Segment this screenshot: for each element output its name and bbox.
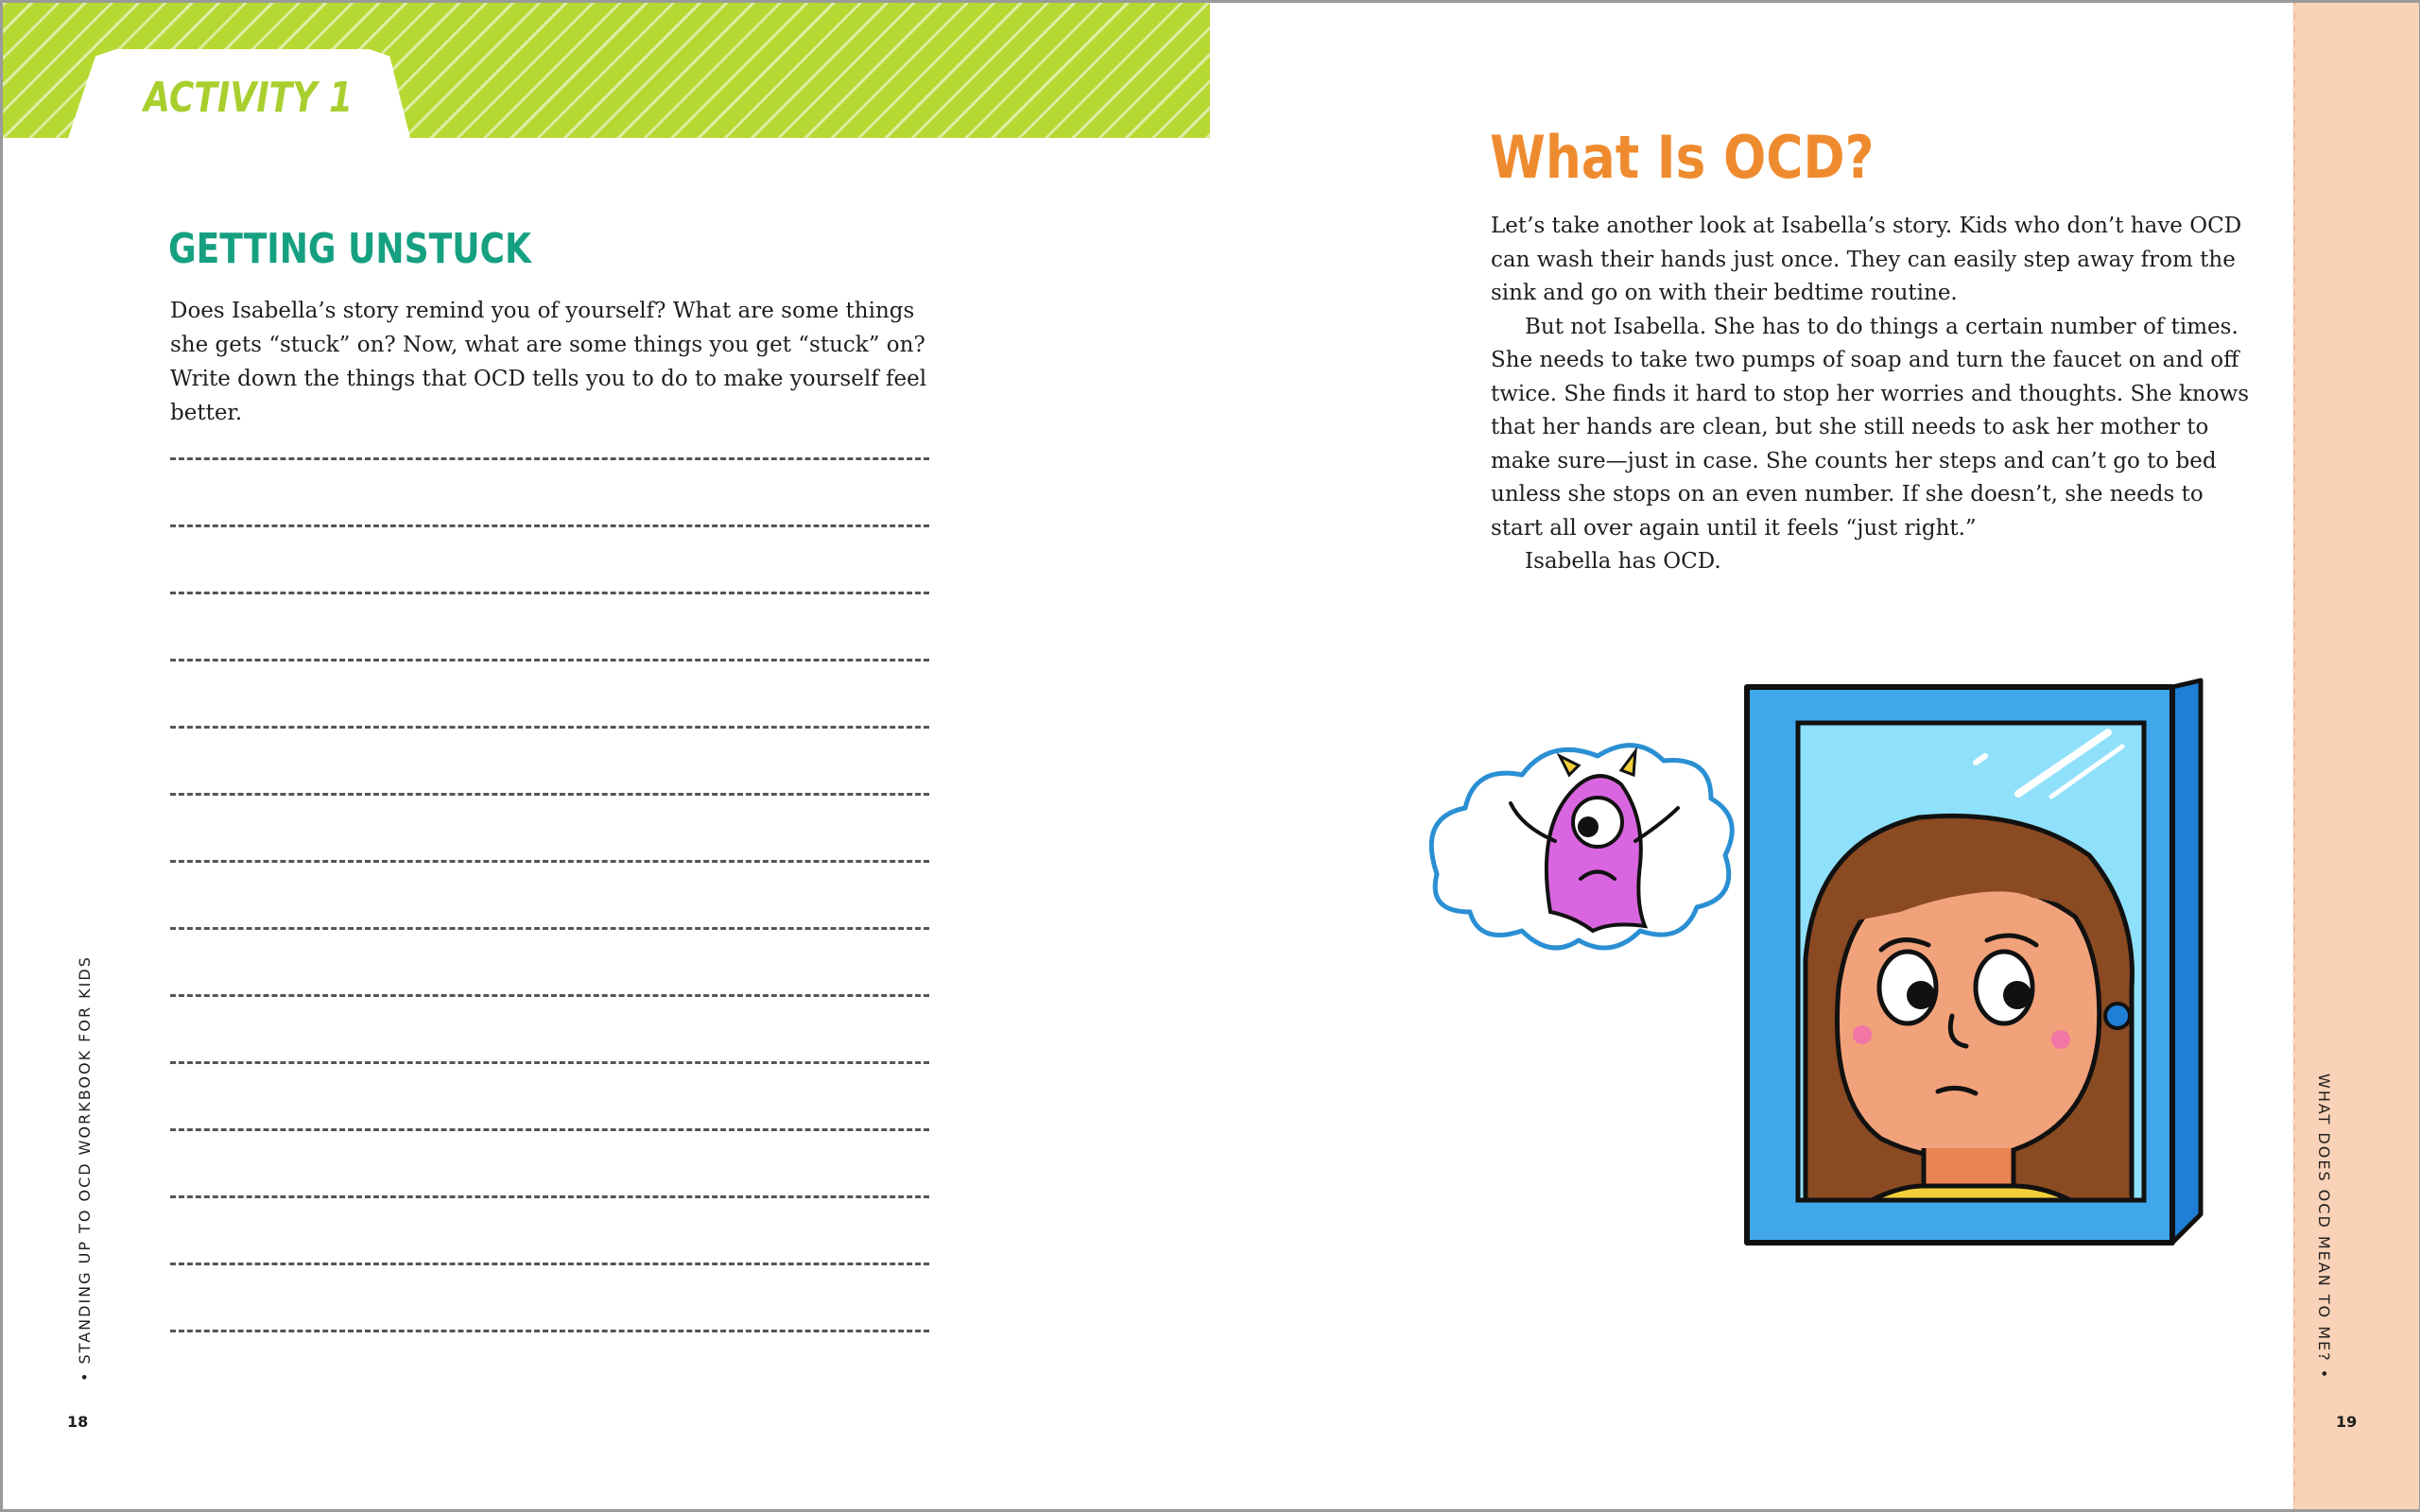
writing-line[interactable] — [170, 1198, 929, 1265]
page-edge-scallop — [2286, 3, 2299, 1509]
story-text — [1491, 210, 2256, 579]
activity-instructions: Does Isabella’s story remind you of yourself? What are some things she gets “stuck” on? Now, what are some things you get “stuck” on? Write down the things that OCD tells you to do to make yourself feel better. — [170, 299, 927, 425]
story-paragraph: Let’s take another look at Isabella’s story. Kids who don’t have OCD can wash their hands just once. They can easily step away from the sink and go on with their bedtime routine. — [1491, 214, 2242, 305]
page-number-left: 18 — [67, 1413, 89, 1431]
story-paragraph: Isabella has OCD. — [1525, 549, 1721, 574]
writing-lines[interactable] — [170, 457, 929, 1332]
page-title: What Is OCD? — [1490, 123, 1875, 192]
story-paragraph: But not Isabella. She has to do things a certain number of times. She needs to take two pumps of soap and turn the faucet on and off twice. She finds it hard to stop her worries and thoughts. She knows that her hands are clean, but she still needs to ask her mother to make sure—just in case. She counts her steps and can’t go to bed unless she stops on an even number. If she doesn’t, she needs to start all over again until it feels “just right.” — [1491, 314, 2250, 541]
page-edge-tab — [2293, 3, 2419, 1509]
illustration — [1409, 676, 2212, 1262]
writing-line[interactable] — [170, 930, 929, 997]
girl-icon — [1806, 816, 2132, 1200]
writing-line[interactable] — [170, 527, 929, 594]
page-number-right: 19 — [2336, 1413, 2358, 1431]
writing-line[interactable] — [170, 997, 929, 1064]
writing-line[interactable] — [170, 796, 929, 863]
writing-line[interactable] — [170, 729, 929, 796]
writing-line[interactable] — [170, 594, 929, 662]
chapter-running-head: WHAT DOES OCD MEAN TO ME? • — [2315, 1074, 2333, 1381]
writing-line[interactable] — [170, 1265, 929, 1332]
writing-line[interactable] — [170, 1064, 929, 1131]
writing-line[interactable] — [170, 662, 929, 729]
book-title-running-head: • STANDING UP TO OCD WORKBOOK FOR KIDS — [76, 955, 94, 1382]
section-title: GETTING UNSTUCK — [168, 225, 531, 273]
writing-line[interactable] — [170, 863, 929, 930]
activity-label: ACTIVITY 1 — [144, 74, 354, 122]
writing-line[interactable] — [170, 1131, 929, 1198]
writing-line[interactable] — [170, 460, 929, 527]
